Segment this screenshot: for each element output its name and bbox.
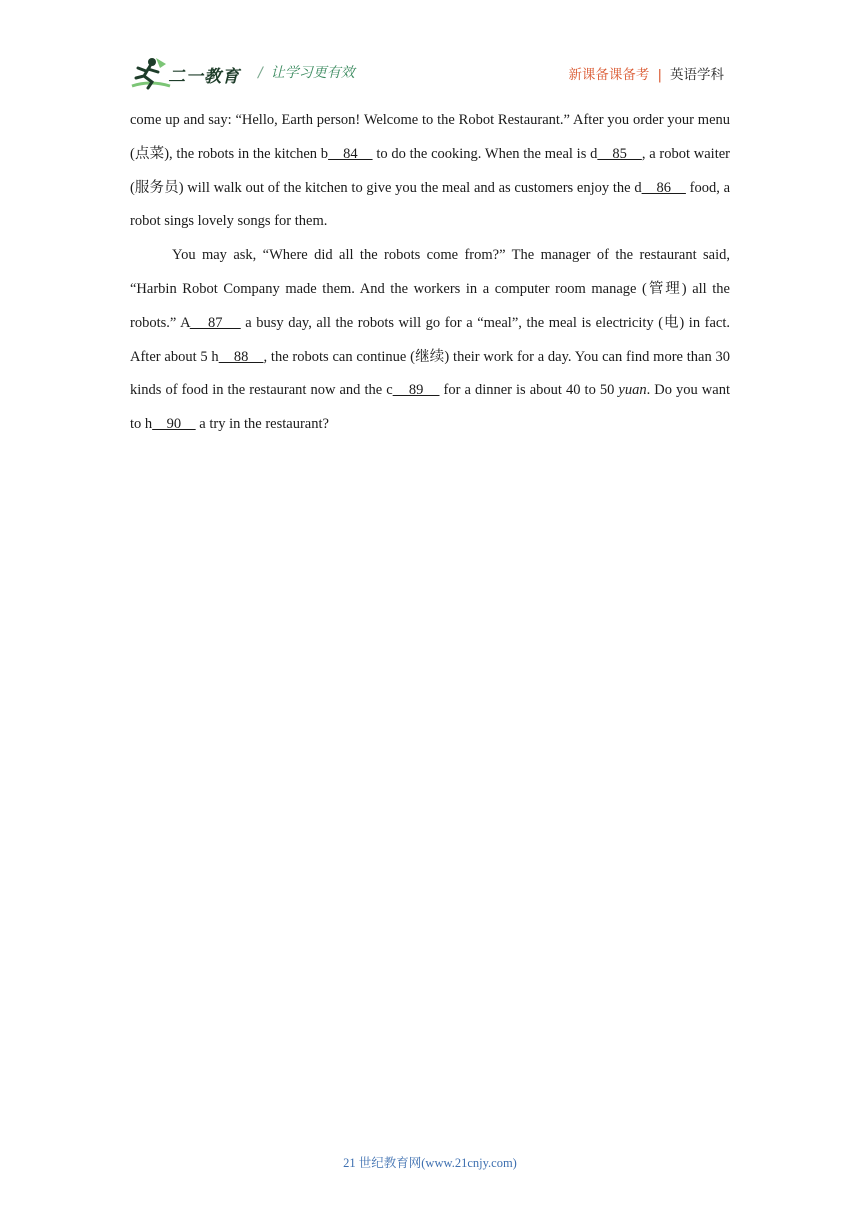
text-segment: come up and say: “Hello, Earth person! Welcome to the Robot Restaurant.” After you order your menu (点菜), the robots in the kitchen b <box>130 112 730 162</box>
slogan-slash: / <box>258 65 263 81</box>
italic-word: yuan <box>618 382 647 399</box>
text-segment: food, a robot sings lovely songs for them. <box>130 179 731 230</box>
text-segment: , a robot waiter (服务员) will walk out of the kitchen to give you the meal and as customers enjoy the d <box>130 145 731 196</box>
blank-89: 89 <box>392 382 440 399</box>
text-segment: , the robots can continue (继续) their work for a day. You can find more than 30 kinds of food in the restaurant now and the c <box>130 348 731 399</box>
header-category <box>568 63 724 83</box>
page-header <box>130 54 730 94</box>
header-separator: | <box>657 67 662 83</box>
text-segment: for a dinner is about 40 to 50 <box>439 382 619 399</box>
paragraph-1 <box>130 104 730 239</box>
blank-90: 90 <box>152 416 196 433</box>
blank-84: 84 <box>328 145 373 162</box>
text-segment: a busy day, all the robots will go for a “meal”, the meal is electricity (电) in fact. After about 5 h <box>130 314 730 365</box>
passage <box>130 104 730 442</box>
page-footer: 21 世纪教育网(www.21cnjy.com) <box>343 1156 517 1170</box>
slogan <box>258 62 355 82</box>
blank-86: 86 <box>641 179 686 196</box>
slogan-text: 让学习更有效 <box>270 65 355 81</box>
blank-88: 88 <box>218 348 264 365</box>
blank-87: 87 <box>189 314 241 331</box>
logo-text: 二一教育 <box>168 67 240 87</box>
paragraph-2 <box>130 239 730 442</box>
text-segment: You may ask, “Where did all the robots come from?” The manager of the restaurant said, “Harbin Robot Company made them. And the workers in a computer room manage (管理) all the robots.” A <box>130 247 730 331</box>
blank-85: 85 <box>597 145 642 162</box>
text-segment: . Do you want to h <box>130 382 730 433</box>
subject-label: 英语学科 <box>670 67 724 83</box>
text-segment: a try in the restaurant? <box>195 416 329 433</box>
text-segment: to do the cooking. When the meal is d <box>372 145 598 162</box>
category-label: 新课备课备考 <box>568 67 650 83</box>
